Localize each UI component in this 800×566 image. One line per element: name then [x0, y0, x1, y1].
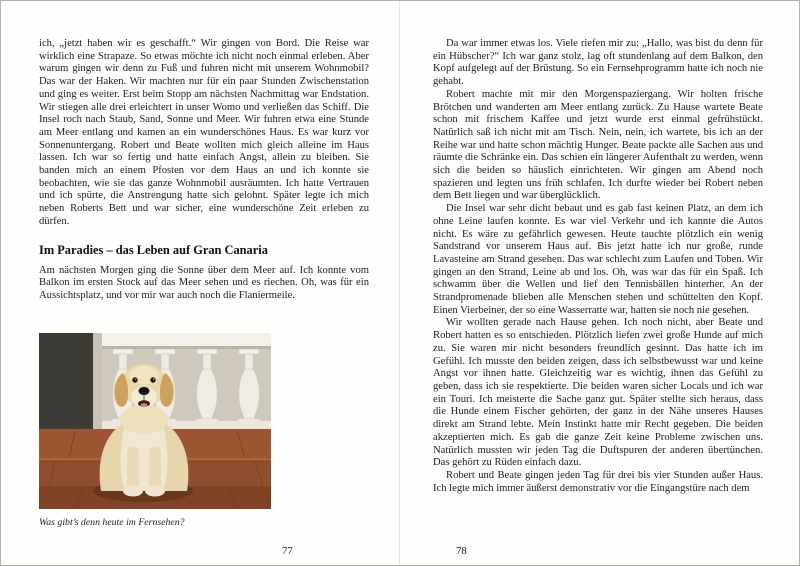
body-paragraph: Die Insel war sehr dicht bebaut und es gab fast keinen Platz, an dem ich ohne Leine laufen konnte. Es war viel Verkehr und ich kannte die Autos nicht. Es wäre zu gefährlich gewesen. Heute tauchte plötzlich ein wenig Sandstrand vor unserem Haus auf. Bis jetzt hatte ich nur große, runde Lavasteine am Strand gesehen. Das war schlecht zum Laufen und Toben. Wir gingen an den Strand, Leine ab und los. Oh, was war das für ein Spaß. Ich schwamm über die Wellen und lief den Tennisbällen hinterher. An der Strandpromenade blieben alle Menschen stehen und schüttelten den Kopf. Einen Vierbeiner, der so eine Wasserratte war, hatten sie noch nie gesehen. — [433, 203, 763, 316]
right-page — [400, 1, 799, 565]
body-paragraph: Robert machte mit mir den Morgenspaziergang. Wir holten frische Brötchen und wanderten am Meer entlang zurück. Zu Hause wartete Beate schon mit frischem Kaffee und jetzt wurde erst einmal gefrühstückt. Natürlich saß ich nicht mit am Tisch. Nein, nein, ich wartete, bis ich an der Reihe war und hatte schon mächtig Hunger. Beate packte alle Sachen aus und räumte die Schränke ein. Das schien ein längerer Aufenthalt zu werden, wenn sich die beiden so häuslich einrichteten. Wir gingen am Abend noch spazieren und legten uns früh schlafen. Ich durfte wieder bei Robert neben dem Bett liegen und war überglücklich. — [433, 88, 763, 202]
photo-caption: Was gibt’s denn heute im Fernsehen? — [39, 516, 185, 528]
page-number: 77 — [282, 545, 293, 557]
left-page — [1, 1, 400, 565]
body-paragraph: ich, „jetzt haben wir es geschafft.“ Wir gingen von Bord. Die Reise war wirklich eine Strapaze. So etwas möchte ich nicht noch einmal erleben. Aber warum gingen wir denn zu Fuß und fuhren nicht mit unserem Wohnmobil? Das war der Haken. Wir machten nur für ein paar Stunden Zwischenstation und ging es weiter. Erst beim Stopp am nächsten Nachmittag war Endstation. Wir stiegen alle drei erleichtert in unser Womo und verließen das Schiff. Die Insel roch nach Staub, Sand, Sonne und Meer. Wir fuhren etwa eine Stunde am Meer entlang und kamen an ein wunderschönes Haus. Es war kurz vor Sonnenuntergang. Robert und Beate wollten mich gleich alleine im Haus lassen. Ich war so fertig und hatte einfach Angst, allein zu bleiben. Sie banden mich an einem Pfosten vor dem Haus an und ich konnte sie beobachten, wie sie das ganze Wohnmobil ausräumten. Ich hatte Vertrauen und ich spürte, die Anstrengung hatte sich gelohnt. Später legte ich mich neben Roberts Bett und war sicher, eine wunderschöne Zeit erleben zu dürfen. — [39, 38, 369, 227]
body-paragraph: Robert und Beate gingen jeden Tag für drei bis vier Stunden außer Haus. Ich legte mich immer äußerst demonstrativ vor die Eingangstüre nach dem — [433, 469, 763, 494]
chapter-heading: Im Paradies – das Leben auf Gran Canaria — [39, 242, 268, 257]
page-number: 78 — [456, 545, 467, 557]
body-paragraph: Da war immer etwas los. Viele riefen mir zu: „Hallo, was bist du denn für ein Hübscher?“ Ich war ganz stolz, lag oft stundenlang auf dem Balkon, den Kopf aufgelegt auf der Brüstung. So ein Fernsehprogramm hatte ich noch nie gehabt. — [433, 38, 763, 88]
dog-photo — [39, 333, 271, 509]
body-paragraph: Wir wollten gerade nach Hause gehen. Ich noch nicht, aber Beate und Robert hatten es so entschieden. Plötzlich liefen zwei große Hunde auf mich zu. Sie waren mir nicht besonders freundlich gesinnt. Das hatte ich im Gefühl. Ich musste den beiden zeigen, dass ich selbstbewusst war und keine Angst vor ihnen hatte. Gleichzeitig war es wichtig, ihnen das Gefühl zu geben, dass ich sie respektierte. Die beiden waren sicher Locals und ich war ein Touri. Ich meisterte die Sache ganz gut. Später stellte sich heraus, dass die Hunde einem Fischer gehörten, der ganz in der Nähe unseres Hauses direkt am Strand lebte. Mein Instinkt hatte mir Recht gegeben. Die beiden akzeptierten mich. Es gab die ganze Zeit keine Probleme zwischen uns. Natürlich mussten wir jeden Tag die Duftspuren der anderen übertünchen. Das gehört zu Rüden einfach dazu. — [433, 317, 763, 469]
body-paragraph: Am nächsten Morgen ging die Sonne über dem Meer auf. Ich konnte vom Balkon im ersten Stock auf das Meer sehen und es riechen. Oh, was für ein Aussichtsplatz, und vor mir war auch noch die Flaniermeile. — [39, 264, 369, 301]
doorway — [39, 333, 102, 429]
photo-figure — [39, 333, 369, 528]
